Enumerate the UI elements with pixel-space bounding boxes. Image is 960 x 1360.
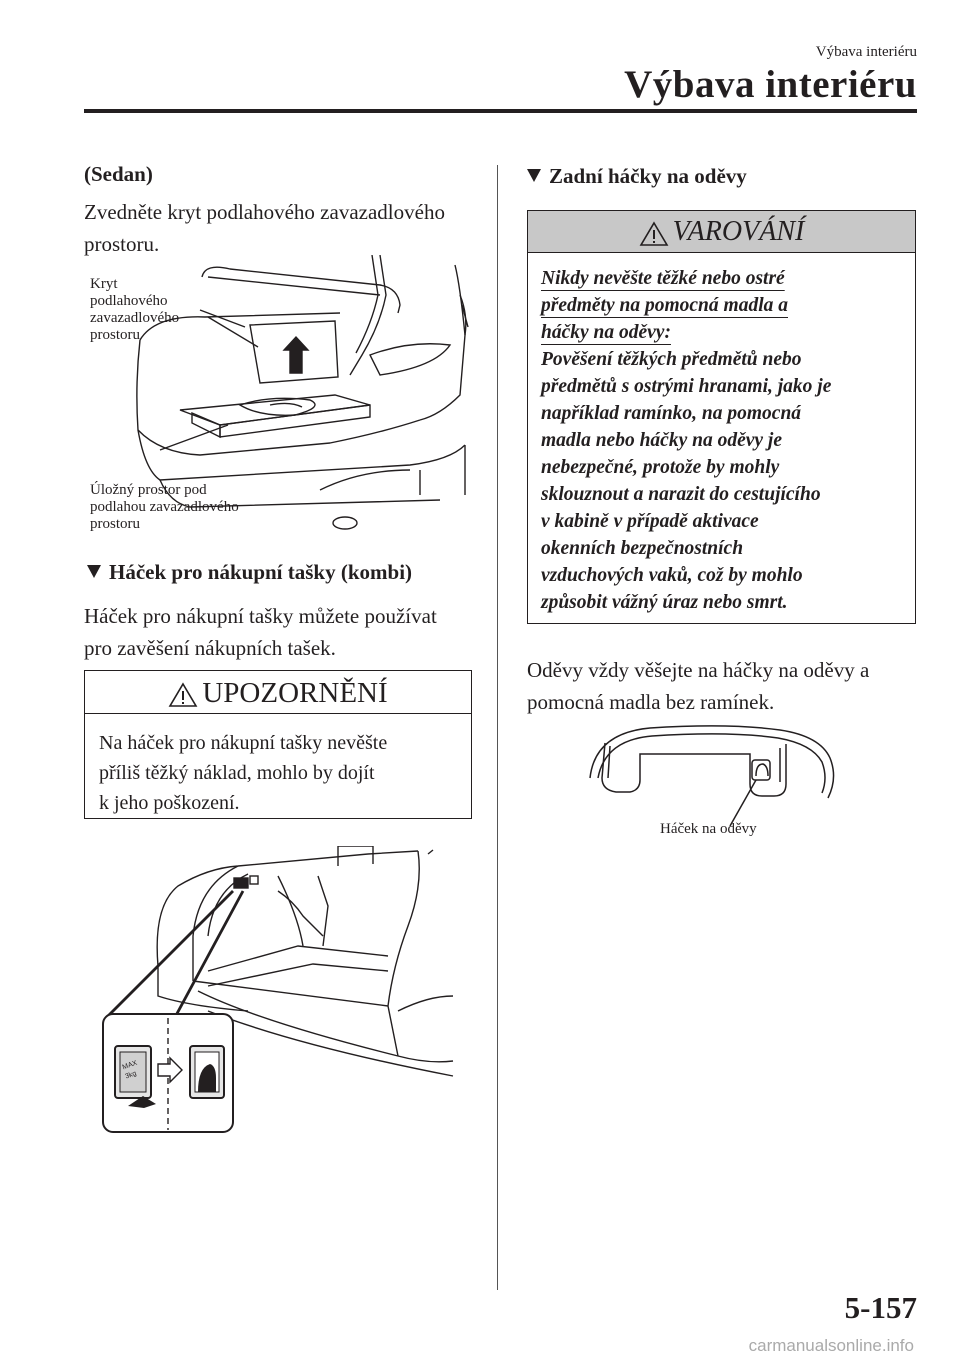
hook-text-line: pro zavěšení nákupních tašek. [84,636,336,660]
fig1-label-line: Kryt [90,276,118,292]
warning-title: VAROVÁNÍ [672,216,805,247]
sedan-text-line: prostoru. [84,232,160,256]
hook-heading [87,560,412,585]
warning-underlined-line: předměty na pomocná madla a [541,295,788,316]
hook-heading-text: Háček pro nákupní tašky (kombi) [109,560,413,584]
caution-box [84,670,472,819]
warning-line: madla nebo háčky na oděvy je [541,430,782,451]
sedan-text [84,196,445,260]
warning-line: nebezpečné, protože by mohly [541,457,780,478]
triangle-bullet-icon [527,169,541,182]
warning-underlined-line: háčky na oděvy: [541,322,671,343]
wagon-trunk-illustration [98,846,458,1136]
warning-line: v kabině v případě aktivace [541,511,759,532]
warning-triangle-icon [168,682,198,708]
warning-header [528,211,915,253]
warning-body [528,253,915,616]
fig3-label-coat-hook: Háček na oděvy [660,821,757,837]
triangle-bullet-icon [87,565,101,578]
fig1-label-line: prostoru [90,516,140,532]
caution-header [85,671,471,714]
warning-line: vzduchových vaků, což by mohlo [541,565,803,586]
warning-line: okenních bezpečnostních [541,538,744,559]
rear-hooks-heading-text: Zadní háčky na oděvy [549,164,747,188]
header-section-small: Výbava interiéru [815,44,917,60]
warning-line: sklouznout a narazit do cestujícího [541,484,821,505]
clothes-text [527,654,869,718]
fig2-tag-max: MAX [121,1059,139,1072]
fig1-label-line: Úložný prostor pod [90,482,207,498]
clothes-text-line: pomocná madla bez ramínek. [527,690,775,714]
header-rule [84,109,917,113]
caution-body [85,714,471,818]
footer-watermark: carmanualsonline.info [748,1336,914,1355]
fig1-label-floor-cover [90,276,179,344]
column-divider [497,165,498,1290]
fig1-label-line: podlahou zavazadlového [90,499,239,515]
caution-line: Na háček pro nákupní tašky nevěšte [99,732,388,754]
warning-line: například ramínko, na pomocná [541,403,802,424]
fig1-label-line: prostoru [90,327,140,343]
caution-title: UPOZORNĚNÍ [202,677,388,709]
warning-box [527,210,916,624]
hook-text-line: Háček pro nákupní tašky můžete používat [84,604,437,628]
sedan-heading: (Sedan) [84,162,153,186]
warning-line: předmětů s ostrými hranami, jako je [541,376,832,397]
caution-line: k jeho poškození. [99,792,240,814]
sedan-text-line: Zvedněte kryt podlahového zavazadlového [84,200,445,224]
caution-line: příliš těžký náklad, mohlo by dojít [99,762,375,784]
fig1-label-line: podlahového [90,293,168,309]
assist-grip-illustration [580,718,850,828]
fig2-tag-weight: 3kg [124,1070,138,1081]
warning-line: Pověšení těžkých předmětů nebo [541,349,802,370]
page-number: 5-157 [844,1290,917,1325]
fig1-label-underfloor [90,482,239,533]
warning-underlined-line: Nikdy nevěšte těžké nebo ostré [541,268,785,289]
clothes-text-line: Oděvy vždy věšejte na háčky na oděvy a [527,658,870,682]
warning-triangle-icon [639,221,669,247]
rear-hooks-heading [527,164,747,189]
warning-line: způsobit vážný úraz nebo smrt. [541,592,788,613]
hook-text [84,600,437,664]
fig1-label-line: zavazadlového [90,310,180,326]
header-section-title: Výbava interiéru [624,63,917,106]
